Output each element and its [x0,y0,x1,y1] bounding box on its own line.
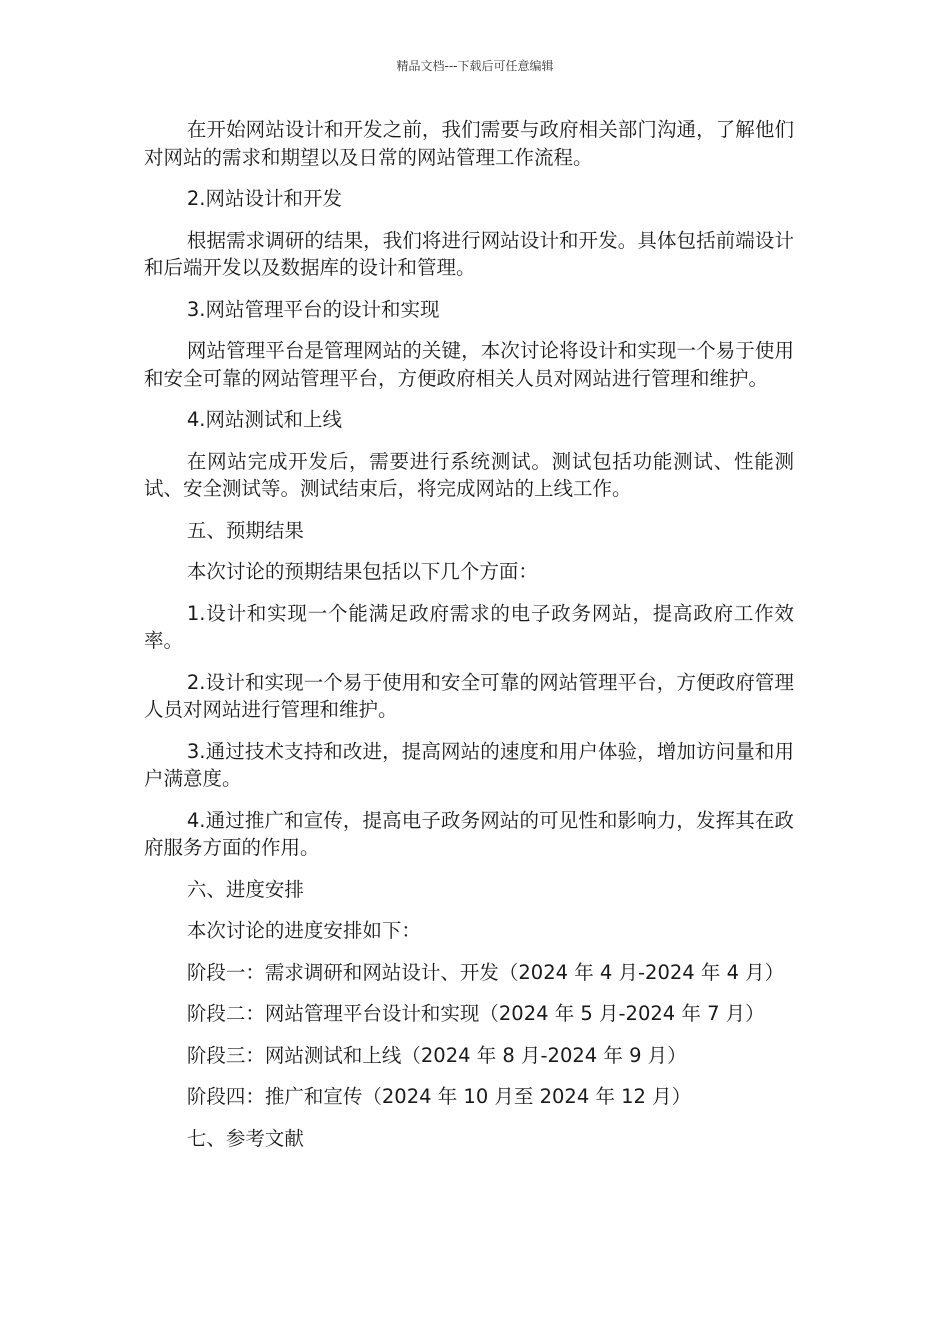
heading-testing: 4.网站测试和上线 [186,408,342,431]
paragraph-intro-survey: 在开始网站设计和开发之前，我们需要与政府相关部门沟通，了解他们对网站的需求和期望以及日常的网站管理工作流程。 [144,118,794,169]
list-item-result-3: 3.通过技术支持和改进，提高网站的速度和用户体验，增加访问量和用户满意度。 [144,739,794,790]
heading-expected-results: 五、预期结果 [186,518,304,542]
paragraph-testing: 在网站完成开发后，需要进行系统测试。测试包括功能测试、性能测试、安全测试等。测试结束后，将完成网站的上线工作。 [144,449,794,500]
heading-management-platform: 3.网站管理平台的设计和实现 [186,297,440,321]
paragraph-management-platform: 网站管理平台是管理网站的关键，本次讨论将设计和实现一个易于使用和安全可靠的网站管理平台，方便政府相关人员对网站进行管理和维护。 [144,339,794,390]
paragraph-website-design: 根据需求调研的结果，我们将进行网站设计和开发。具体包括前端设计和后端开发以及数据库的设计和管理。 [144,228,794,279]
page-header: 精品文档---下载后可任意编辑 [396,59,554,73]
paragraph-expected-intro: 本次讨论的预期结果包括以下几个方面： [186,560,538,583]
list-item-result-1: 1.设计和实现一个能满足政府需求的电子政务网站，提高政府工作效率。 [144,601,794,652]
heading-schedule: 六、进度安排 [186,877,304,901]
document-body [144,116,794,1166]
heading-website-design: 2.网站设计和开发 [186,187,342,210]
schedule-stage-4: 阶段四：推广和宣传（2024 年 10 月至 2024 年 12 月） [186,1085,692,1108]
heading-references: 七、参考文献 [186,1126,304,1150]
paragraph-schedule-intro: 本次讨论的进度安排如下： [186,919,421,942]
schedule-stage-1: 阶段一：需求调研和网站设计、开发（2024 年 4 月-2024 年 4 月） [186,960,785,984]
schedule-stage-2: 阶段二：网站管理平台设计和实现（2024 年 5 月-2024 年 7 月） [186,1002,765,1025]
list-item-result-2: 2.设计和实现一个易于使用和安全可靠的网站管理平台，方便政府管理人员对网站进行管理和维护。 [144,670,794,721]
schedule-stage-3: 阶段三：网站测试和上线（2024 年 8 月-2024 年 9 月） [186,1043,687,1067]
list-item-result-4: 4.通过推广和宣传，提高电子政务网站的可见性和影响力，发挥其在政府服务方面的作用。 [144,808,794,859]
